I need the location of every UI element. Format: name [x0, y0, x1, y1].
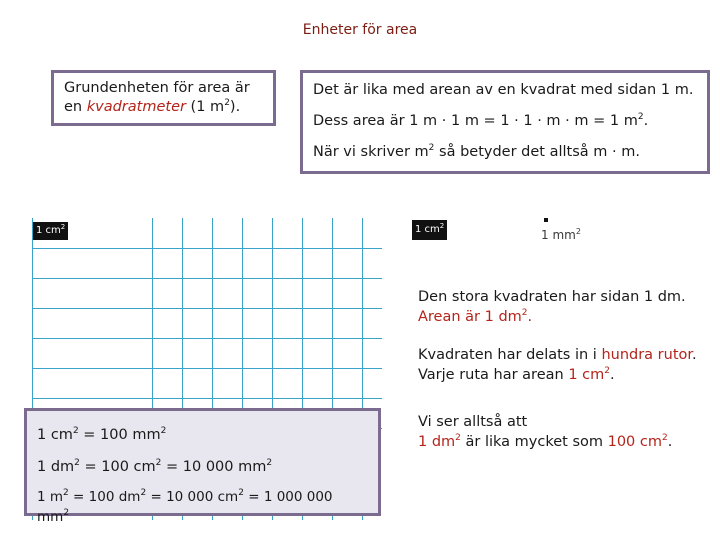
grid-horizontal-line — [32, 278, 382, 279]
conversion-row-3 — [37, 487, 368, 527]
superscript: 2 — [72, 426, 79, 436]
superscript: 2 — [238, 488, 244, 498]
text-span: = 100 dm — [68, 489, 141, 505]
explanation-text: När vi skriver m — [313, 144, 429, 160]
text-span — [418, 434, 461, 450]
explanation-text: Dess area är 1 m · 1 m = 1 · 1 · m · m = 1 m — [313, 113, 638, 129]
label-text: 1 mm — [541, 228, 576, 242]
text-span: Kvadraten har delats in i — [418, 347, 602, 363]
kvadratmeter-term: kvadratmeter — [86, 99, 186, 115]
superscript: 2 — [63, 488, 69, 498]
superscript: 2 — [604, 366, 610, 376]
text-span: 1 dm — [37, 459, 75, 475]
text-line — [418, 307, 686, 327]
superscript: 2 — [160, 426, 167, 436]
text-span: . — [527, 309, 533, 325]
definition-line-1: Grundenheten för area är — [64, 80, 250, 96]
label-text: 1 cm — [415, 224, 440, 235]
text-span: Arean är 1 dm — [418, 309, 522, 325]
superscript: 2 — [224, 98, 230, 108]
page-title: Enheter för area — [302, 22, 418, 38]
text-span: = 100 cm — [79, 459, 156, 475]
grid-horizontal-line — [32, 248, 382, 249]
definition-text: ). — [229, 99, 241, 115]
text-span: 1 dm — [418, 434, 456, 450]
definition-text: en — [64, 99, 87, 115]
definition-box — [51, 70, 276, 126]
text-span: . — [609, 367, 615, 383]
mm2-label — [541, 228, 581, 242]
text-span: = 10 000 mm — [161, 459, 267, 475]
label-text: 1 cm — [36, 225, 61, 236]
text-span: . — [692, 347, 697, 363]
superscript: 2 — [521, 308, 528, 318]
text-line — [418, 432, 672, 452]
grid-horizontal-line — [32, 368, 382, 369]
text-span: . — [667, 434, 673, 450]
text-span: 100 cm — [607, 434, 662, 450]
superscript: 2 — [60, 223, 66, 231]
cm2-example-label — [412, 220, 447, 240]
text-span: Varje ruta har arean — [418, 367, 569, 383]
explanation-text: så betyder det alltså m · m. — [434, 144, 640, 160]
explanation-p2 — [313, 112, 697, 130]
text-span: 1 m — [37, 489, 64, 505]
superscript: 2 — [575, 227, 581, 236]
text-line: Den stora kvadraten har sidan 1 dm. — [418, 289, 686, 305]
text-span: 1 cm — [37, 427, 73, 443]
text-span: är lika mycket som — [460, 434, 608, 450]
definition-line-2 — [64, 98, 263, 117]
conversion-row-2 — [37, 457, 368, 477]
superscript: 2 — [637, 112, 644, 122]
explanation-p1: Det är lika med arean av en kvadrat med sidan 1 m. — [313, 82, 694, 98]
superscript: 2 — [455, 433, 461, 443]
conversion-row-1 — [37, 425, 368, 445]
right-text-p1 — [418, 287, 686, 327]
right-text-p2 — [418, 345, 697, 385]
text-span — [608, 434, 668, 450]
text-span: = 10 000 cm — [146, 489, 239, 505]
text-span: = 1 000 000 mm — [37, 489, 333, 525]
superscript: 2 — [662, 433, 668, 443]
conversion-box — [24, 408, 381, 525]
superscript: 2 — [266, 458, 273, 468]
superscript: 2 — [439, 222, 445, 230]
explanation-box — [300, 70, 710, 174]
superscript: 2 — [140, 488, 147, 498]
text-span: hundra rutor — [601, 347, 693, 363]
text-line — [418, 365, 697, 385]
grid-cm2-label — [33, 222, 68, 240]
right-text-p3 — [418, 412, 672, 452]
explanation-p3 — [313, 143, 697, 161]
grid-horizontal-line — [32, 308, 382, 309]
explanation-text: . — [643, 113, 649, 129]
definition-text: (1 m — [185, 99, 225, 115]
grid-horizontal-line — [32, 338, 382, 339]
grid-horizontal-line — [32, 398, 382, 399]
mm2-square — [544, 218, 548, 222]
text-span: 1 cm — [568, 367, 605, 383]
text-line: Vi ser alltså att — [418, 414, 528, 430]
superscript: 2 — [428, 143, 435, 153]
superscript: 2 — [74, 458, 80, 468]
text-span: = 100 mm — [78, 427, 161, 443]
superscript: 2 — [63, 508, 70, 518]
superscript: 2 — [155, 458, 162, 468]
text-line — [418, 345, 697, 365]
text-span — [568, 367, 610, 383]
